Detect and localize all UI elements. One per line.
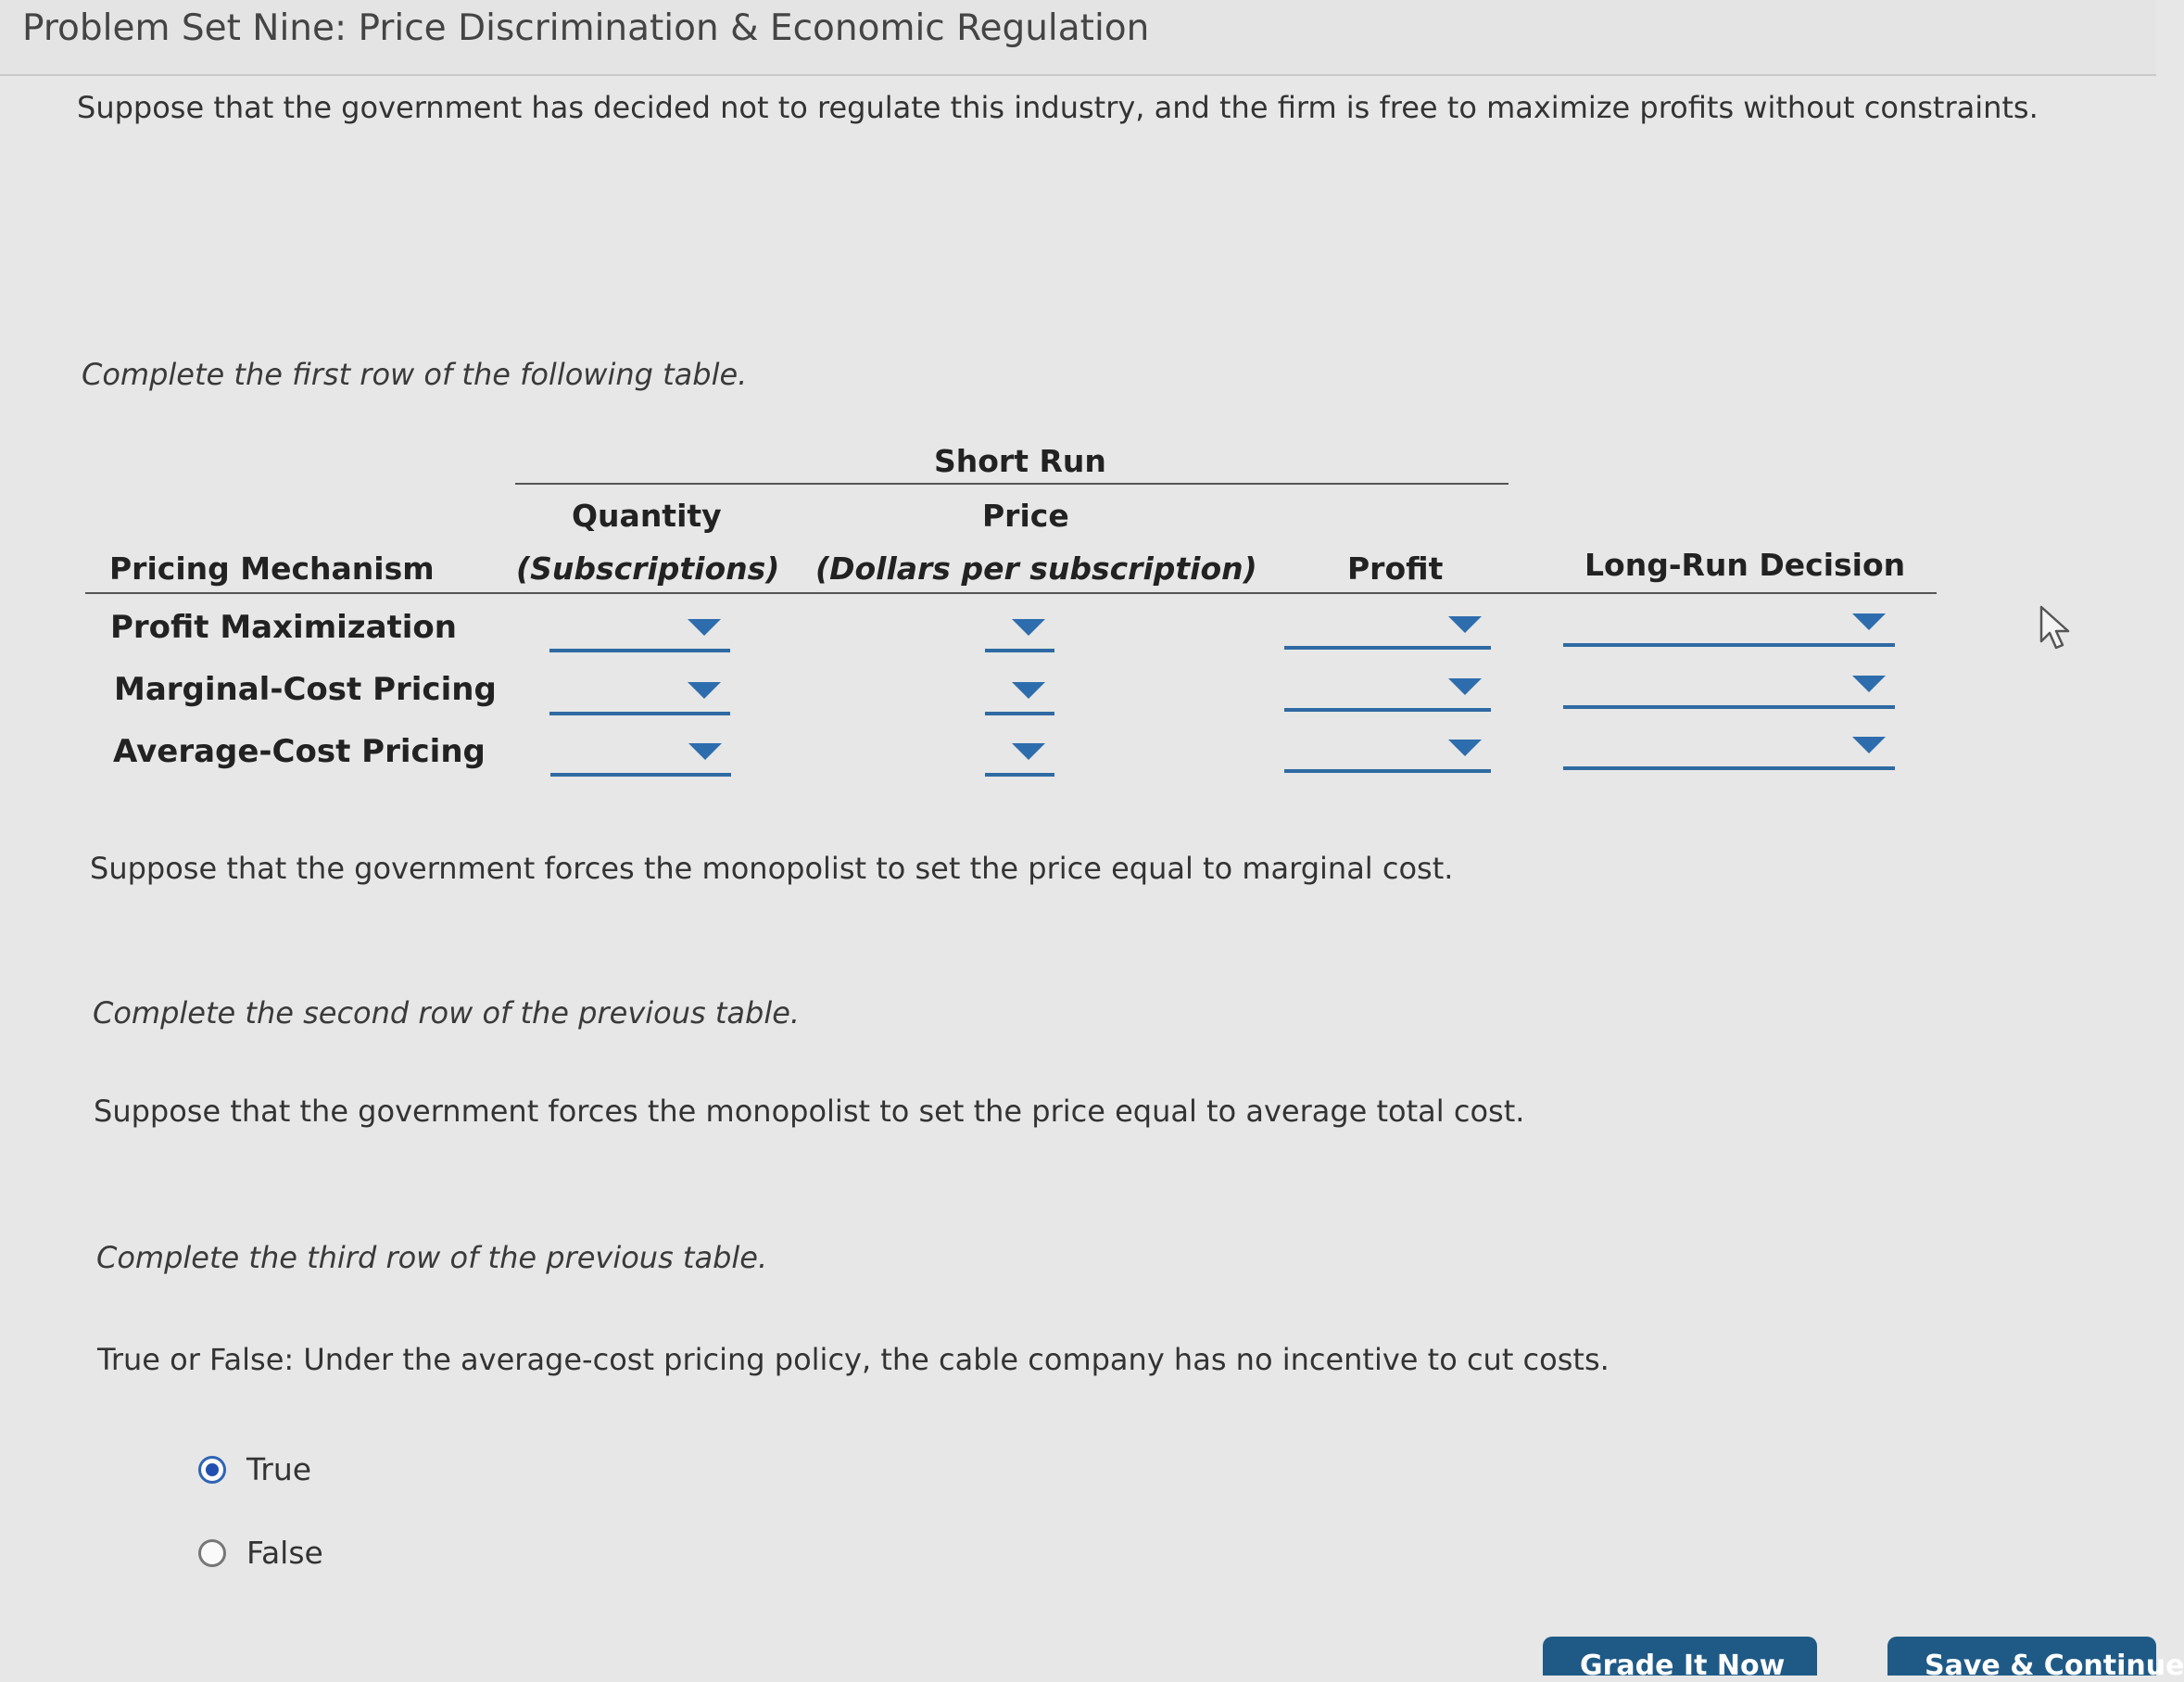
option-false-label: False: [246, 1535, 323, 1571]
instruction-second-row: Complete the second row of the previous table.: [93, 995, 801, 1031]
decision-dropdown-profit-maximization[interactable]: [1563, 606, 1895, 647]
instruction-first-row: Complete the first row of the following table.: [82, 357, 748, 392]
marginal-cost-text: Suppose that the government forces the monopolist to set the price equal to marginal cost.: [90, 851, 1454, 886]
chevron-down-icon: [688, 619, 721, 636]
decision-dropdown-average-cost-pricing[interactable]: [1563, 729, 1895, 770]
quantity-unit-header: (Subscriptions): [516, 550, 780, 587]
option-true-label: True: [246, 1451, 312, 1487]
pricing-mechanism-header: Pricing Mechanism: [109, 550, 435, 587]
true-false-question: True or False: Under the average-cost pricing policy, the cable company has no incentive to cut costs.: [97, 1342, 1610, 1377]
quantity-header: Quantity: [572, 498, 722, 534]
chevron-down-icon: [1852, 676, 1886, 692]
quantity-dropdown-marginal-cost-pricing[interactable]: [549, 675, 730, 715]
row-label-average-cost-pricing: Average-Cost Pricing: [113, 733, 486, 770]
option-true[interactable]: [198, 1451, 311, 1487]
price-unit-header: (Dollars per subscription): [815, 550, 1257, 587]
decision-dropdown-marginal-cost-pricing[interactable]: [1563, 668, 1895, 709]
chevron-down-icon: [1012, 743, 1045, 760]
price-dropdown-average-cost-pricing[interactable]: [985, 736, 1054, 777]
chevron-down-icon: [1012, 619, 1045, 636]
title-bar: [0, 0, 2156, 76]
header-rule: [85, 592, 1937, 594]
chevron-down-icon: [688, 682, 721, 699]
chevron-down-icon: [688, 743, 722, 760]
profit-dropdown-profit-maximization[interactable]: [1284, 609, 1491, 650]
option-false[interactable]: [198, 1535, 323, 1571]
chevron-down-icon: [1852, 737, 1886, 753]
quantity-dropdown-profit-maximization[interactable]: [549, 612, 730, 652]
profit-dropdown-average-cost-pricing[interactable]: [1284, 732, 1491, 773]
short-run-header: Short Run: [934, 443, 1106, 479]
price-header: Price: [982, 498, 1069, 534]
row-label-marginal-cost-pricing: Marginal-Cost Pricing: [114, 671, 497, 708]
radio-false[interactable]: [198, 1539, 226, 1567]
chevron-down-icon: [1448, 678, 1482, 695]
long-run-decision-header: Long-Run Decision: [1584, 547, 1906, 583]
instruction-third-row: Complete the third row of the previous table.: [96, 1240, 768, 1275]
quantity-dropdown-average-cost-pricing[interactable]: [550, 736, 731, 777]
profit-dropdown-marginal-cost-pricing[interactable]: [1284, 671, 1491, 712]
short-run-rule: [515, 483, 1509, 485]
chevron-down-icon: [1012, 682, 1045, 699]
chevron-down-icon: [1852, 613, 1886, 630]
average-cost-text: Suppose that the government forces the monopolist to set the price equal to average total cost.: [94, 1094, 1525, 1129]
radio-true[interactable]: [198, 1456, 226, 1484]
chevron-down-icon: [1448, 616, 1482, 633]
save-continue-button[interactable]: Save & Continue: [1887, 1637, 2156, 1676]
price-dropdown-profit-maximization[interactable]: [985, 612, 1054, 652]
intro-text: Suppose that the government has decided not to regulate this industry, and the firm is free to maximize profits without constraints.: [77, 90, 2039, 125]
grade-it-now-button[interactable]: Grade It Now: [1543, 1637, 1817, 1676]
profit-header: Profit: [1347, 550, 1444, 587]
row-label-profit-maximization: Profit Maximization: [110, 609, 457, 646]
mouse-pointer-icon: [2039, 604, 2076, 652]
price-dropdown-marginal-cost-pricing[interactable]: [985, 675, 1054, 715]
chevron-down-icon: [1448, 740, 1482, 756]
page-title: Problem Set Nine: Price Discrimination & Economic Regulation: [22, 7, 1150, 49]
